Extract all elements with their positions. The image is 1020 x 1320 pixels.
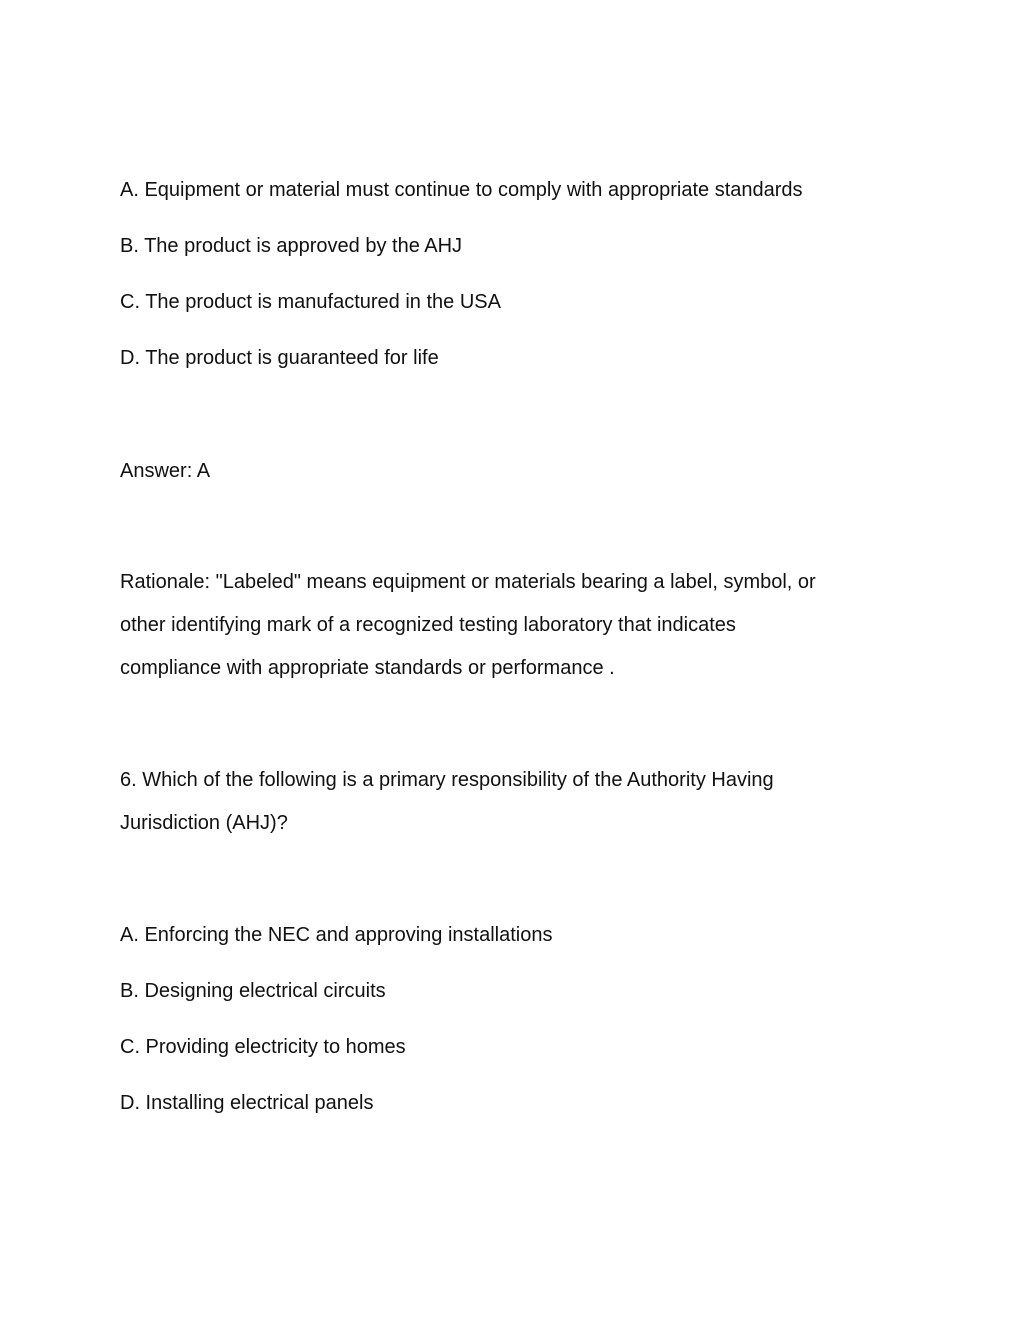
q6-option-a: A. Enforcing the NEC and approving installations (120, 924, 553, 946)
option-b: B. The product is approved by the AHJ (120, 235, 463, 257)
question-6-line-1: 6. Which of the following is a primary responsibility of the Authority Having (120, 769, 774, 791)
rationale-line-1: Rationale: "Labeled" means equipment or materials bearing a label, symbol, or (120, 571, 816, 593)
question-6-line-2: Jurisdiction (AHJ)? (120, 812, 288, 834)
rationale-line-2: other identifying mark of a recognized testing laboratory that indicates (120, 614, 736, 636)
answer-text: Answer: A (120, 460, 211, 482)
q6-option-c: C. Providing electricity to homes (120, 1036, 406, 1058)
q6-option-d: D. Installing electrical panels (120, 1092, 374, 1114)
rationale-line-3: compliance with appropriate standards or performance . (120, 657, 615, 679)
option-d: D. The product is guaranteed for life (120, 347, 439, 369)
option-c: C. The product is manufactured in the USA (120, 291, 501, 313)
q6-option-b: B. Designing electrical circuits (120, 980, 386, 1002)
option-a: A. Equipment or material must continue to comply with appropriate standards (120, 179, 803, 201)
